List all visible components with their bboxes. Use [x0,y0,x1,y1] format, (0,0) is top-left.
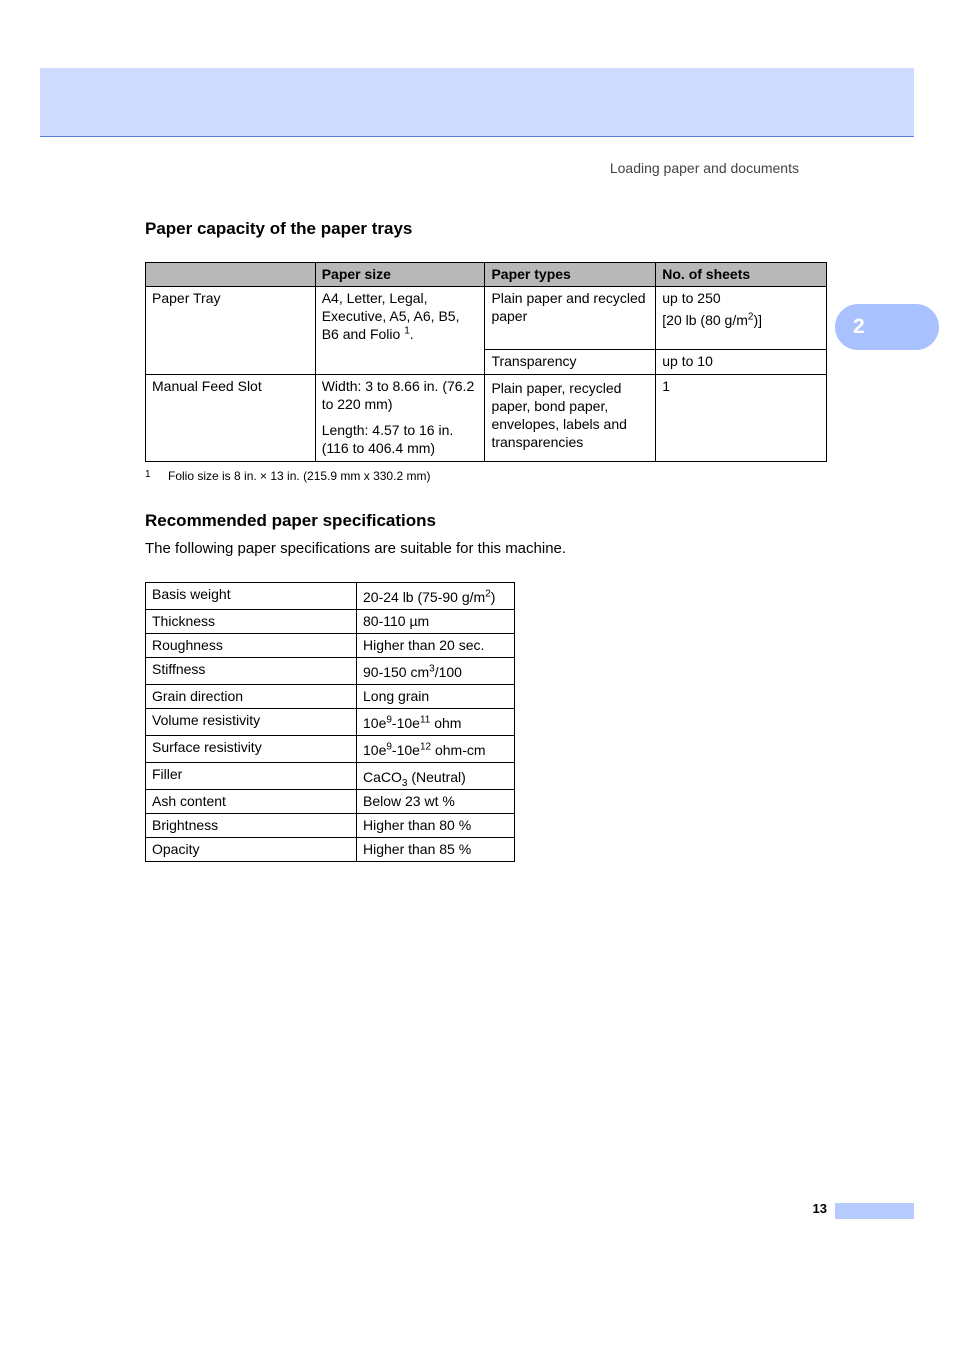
spec-value [357,658,515,685]
table-row [146,375,827,462]
table-row [146,814,515,838]
spec-value [357,838,515,862]
paper-tray-type-transparency: Transparency [485,350,656,375]
spec-name: Basis weight [146,583,357,610]
spec-value-part: 20-24 lb (75-90 g/m [363,589,486,605]
spec-value-part: ohm [430,715,462,731]
manual-feed-width: Width: 3 to 8.66 in. (76.2 to 220 mm) [321,378,475,412]
manual-feed-sheets: 1 [656,375,827,462]
paper-tray-size: A4, Letter, Legal, Executive, A5, A6, B5, B6 and Folio [321,290,460,342]
spec-value [357,685,515,709]
table-row [146,763,515,790]
spec-value-part: 80-110 µm [363,613,430,629]
spec-value [357,583,515,610]
spec-value-part: Higher than 85 % [363,841,472,857]
spec-name: Volume resistivity [146,709,357,736]
page-number: 13 [812,1201,827,1216]
spec-value [357,736,515,763]
footnote-text: Folio size is 8 in. × 13 in. (215.9 mm x 330.2 mm) [168,469,431,483]
spec-name: Brightness [146,814,357,838]
spec-value-part: -10e [391,742,420,758]
paper-tray-type-plain: Plain paper and recycled paper [485,287,656,350]
row-label-paper-tray: Paper Tray [146,287,316,375]
spec-value-part: 3 [401,777,408,789]
spec-value-part: 10e [363,742,387,758]
section-heading-specifications: Recommended paper specifications [145,511,436,530]
spec-value-part: 9 [386,714,392,726]
manual-feed-length: Length: 4.57 to 16 in. (116 to 406.4 mm) [321,422,454,456]
spec-value [357,634,515,658]
spec-value [357,709,515,736]
spec-value-part: Higher than 80 % [363,817,472,833]
spec-value-part: 11 [419,714,431,726]
spec-value-part: CaCO [363,769,402,785]
manual-feed-size-cell [315,375,485,462]
footnote-ref[interactable]: 1 [404,325,410,337]
spec-value-part: Long grain [363,688,430,704]
spec-name: Surface resistivity [146,736,357,763]
table-row [146,634,515,658]
manual-feed-types: Plain paper, recycled paper, bond paper, envelopes, labels and transparencies [485,375,656,462]
table-row [146,610,515,634]
spec-name: Thickness [146,610,357,634]
table-row [146,658,515,685]
paper-tray-size-cell [315,287,485,375]
section-heading-capacity: Paper capacity of the paper trays [145,219,413,238]
row-label-manual-feed: Manual Feed Slot [146,375,316,462]
table-row [146,709,515,736]
paper-capacity-table [145,262,827,462]
spec-value-part: 2 [485,588,491,600]
chapter-tab[interactable]: 2 [835,304,939,350]
spec-value [357,814,515,838]
paper-spec-table [145,582,515,862]
column-header-paper-size: Paper size [315,263,485,287]
spec-value-part: ohm-cm [431,742,486,758]
table-row [146,583,515,610]
spec-value [357,790,515,814]
spec-value-part: 9 [386,741,392,753]
running-title: Loading paper and documents [609,160,799,176]
spec-value-part: 3 [429,663,435,675]
page-number-bar [835,1203,914,1219]
spec-value-part: 10e [363,715,387,731]
footnote-mark: 1 [145,469,151,480]
paper-tray-sheets-plain: up to 250 [662,290,721,306]
table-row [146,736,515,763]
spec-value [357,610,515,634]
spec-value-part: 90-150 cm [363,664,430,680]
column-header-sheets: No. of sheets [656,263,827,287]
table-row [146,287,827,350]
spec-value-part: Below 23 wt % [363,793,455,809]
paper-tray-size-end: . [409,326,414,342]
table-header-row [146,263,827,287]
header-band [40,68,914,137]
paper-tray-sheets-transparency: up to 10 [656,350,827,375]
spec-name: Ash content [146,790,357,814]
column-header-paper-types: Paper types [485,263,656,287]
table-row [146,838,515,862]
spec-value-part: (Neutral) [407,769,466,785]
spec-name: Stiffness [146,658,357,685]
column-header [146,263,316,287]
paper-tray-weight [662,311,820,329]
footnote [145,469,430,483]
paper-tray-weight-sup: 2 [747,311,754,323]
spec-name: Opacity [146,838,357,862]
spec-value-part: 12 [419,741,432,753]
spec-name: Roughness [146,634,357,658]
spec-value-part: /100 [434,664,462,680]
table-row [146,790,515,814]
spec-name: Grain direction [146,685,357,709]
paper-tray-weight-end: )] [753,312,762,328]
spec-value-part: Higher than 20 sec. [363,637,485,653]
paper-tray-sheets-plain-cell [656,287,827,350]
spec-value-part: ) [490,589,496,605]
spec-name: Filler [146,763,357,790]
spec-value-part: -10e [391,715,420,731]
intro-text: The following paper specifications are suitable for this machine. [145,540,567,557]
table-row [146,685,515,709]
spec-value [357,763,515,790]
paper-tray-weight-text: [20 lb (80 g/m [662,312,748,328]
